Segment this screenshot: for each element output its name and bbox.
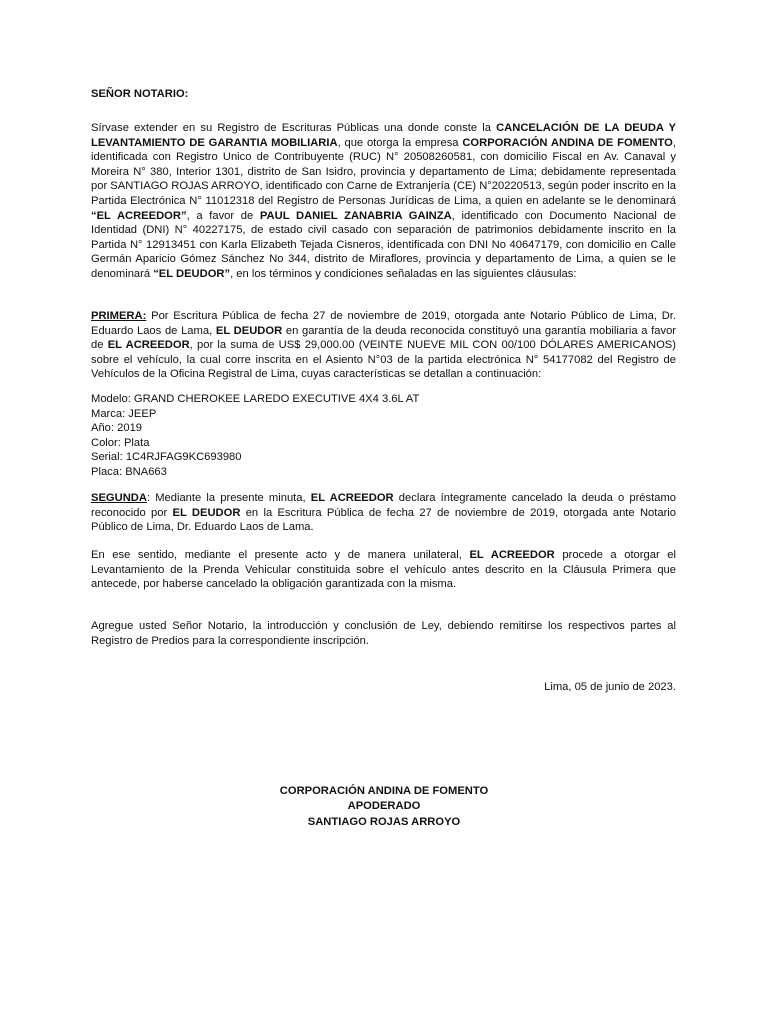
vehicle-marca: Marca: JEEP xyxy=(91,407,157,420)
vehicle-placa: Placa: BNA663 xyxy=(91,465,167,478)
intro-text-1: Sírvase extender en su Registro de Escrituras Públicas una donde conste la xyxy=(91,122,497,134)
vehicle-color: Color: Plata xyxy=(91,436,150,449)
vehicle-modelo: Modelo: GRAND CHEROKEE LAREDO EXECUTIVE 4X4 3.6L AT xyxy=(91,393,420,405)
closing-paragraph: Agregue usted Señor Notario, la introducción y conclusión de Ley, debiendo remitirse los respectivos partes al Registro de Predios para la correspondiente inscripción. xyxy=(91,620,676,647)
intro-bold-cancelacion: CANCELACIÓN DE LA DEUDA Y LEVANTAMIENTO DE GARANTIA MOBILIARIA xyxy=(91,122,676,149)
primera-bold-deudor: EL DEUDOR xyxy=(215,324,283,337)
intro-bold-debtor-name: PAUL DANIEL ZANABRIA GAINZA xyxy=(259,209,452,222)
segunda-text-1: : Mediante la presente minuta, xyxy=(146,492,311,504)
vehicle-details xyxy=(91,392,676,480)
primera-text-3: , por la suma de US$ 29,000.00 (VEINTE NUEVE MIL CON 00/100 DÓLARES AMERICANOS) sobre el vehículo, la cual corre inscrita en el Asiento N°03 de la partida electrónica N° 54177082 del Registro de Vehículos de la Oficina Registral de Lima, cuyas características se detallan a continuación: xyxy=(91,339,676,381)
intro-text-6: , en los términos y condiciones señaladas en las siguientes cláusulas: xyxy=(230,267,577,280)
document-heading: SEÑOR NOTARIO: xyxy=(91,88,189,100)
clause-segunda-label: SEGUNDA xyxy=(91,492,147,504)
ensentido-text-2: procede a otorgar el Levantamiento de la Prenda Vehicular constituida sobre el vehículo antes descrito en la Cláusula Primera que antecede, por haberse cancelado la obligación garantizada con la misma. xyxy=(91,549,676,591)
intro-bold-acreedor: “EL ACREEDOR” xyxy=(91,209,187,222)
ensentido-bold-acreedor: EL ACREEDOR xyxy=(469,549,555,561)
primera-text-1: Por Escritura Pública de fecha 27 de noviembre de 2019, otorgada ante Notario Público de Lima, Dr. Eduardo Laos de Lama, xyxy=(91,310,676,337)
segunda-text-3: en la Escritura Pública de fecha 27 de noviembre de 2019, otorgada ante Notario Público de Lima, Dr. Eduardo Laos de Lama. xyxy=(91,506,677,534)
clause-segunda xyxy=(91,491,676,535)
primera-bold-acreedor: EL ACREEDOR xyxy=(107,339,190,352)
signature-name: SANTIAGO ROJAS ARROYO xyxy=(307,815,461,828)
segunda-bold-deudor: EL DEUDOR xyxy=(172,506,241,519)
intro-paragraph xyxy=(91,121,676,282)
intro-bold-deudor: “EL DEUDOR” xyxy=(153,267,231,280)
document-date: Lima, 05 de junio de 2023. xyxy=(544,681,676,693)
segunda-text-2: declara íntegramente cancelado la deuda o préstamo reconocido por xyxy=(91,492,676,519)
signature-block xyxy=(0,784,768,830)
primera-text-2: en garantía de la deuda reconocida constituyó una garantía mobiliaria a favor de xyxy=(91,324,677,352)
intro-text-2: , que otorga la empresa xyxy=(337,136,463,149)
intro-text-4: , a favor de xyxy=(186,209,260,222)
ensentido-text-1: En ese sentido, mediante el presente acto y de manera unilateral, xyxy=(91,549,470,561)
vehicle-anio: Año: 2019 xyxy=(91,422,143,435)
intro-text-3: , identificada con Registro Unico de Contribuyente (RUC) N° 20508260581, con domicilio Fiscal en Av. Canaval y Moreira N° 380, Interior 1301, distrito de San Isidro, provincia y departamento de Lima; debidamente representada por SANTIAGO ROJAS ARROYO, identificado con Carne de Extranjería (CE) N°20220513, según poder inscrito en la Partida Electrónica N° 11012318 del Registro de Personas Jurídicas de Lima, a quien en adelante se le denominará xyxy=(91,136,676,207)
signature-role: APODERADO xyxy=(347,800,421,813)
en-sentido-paragraph xyxy=(91,548,676,592)
clause-primera-label: PRIMERA: xyxy=(91,310,147,322)
intro-text-5: , identificado con Documento Nacional de Identidad (DNI) N° 40227175, de estado civil casado con separación de patrimonios debidamente inscrito en la Partida N° 12913451 con Karla Elizabeth Tejada Cisneros, identificada con DNI No 40647179, con domicilio en Calle Germán Aparicio Gómez Sánchez No 344, distrito de Miraflores, provincia y departamento de Lima, a quien se le denominará xyxy=(91,209,676,280)
signature-company: CORPORACIÓN ANDINA DE FOMENTO xyxy=(279,785,489,797)
intro-bold-company: CORPORACIÓN ANDINA DE FOMENTO xyxy=(462,136,673,149)
segunda-bold-acreedor: EL ACREEDOR xyxy=(310,492,394,504)
clause-primera xyxy=(91,309,676,382)
vehicle-serial: Serial: 1C4RJFAG9KC693980 xyxy=(91,451,242,464)
